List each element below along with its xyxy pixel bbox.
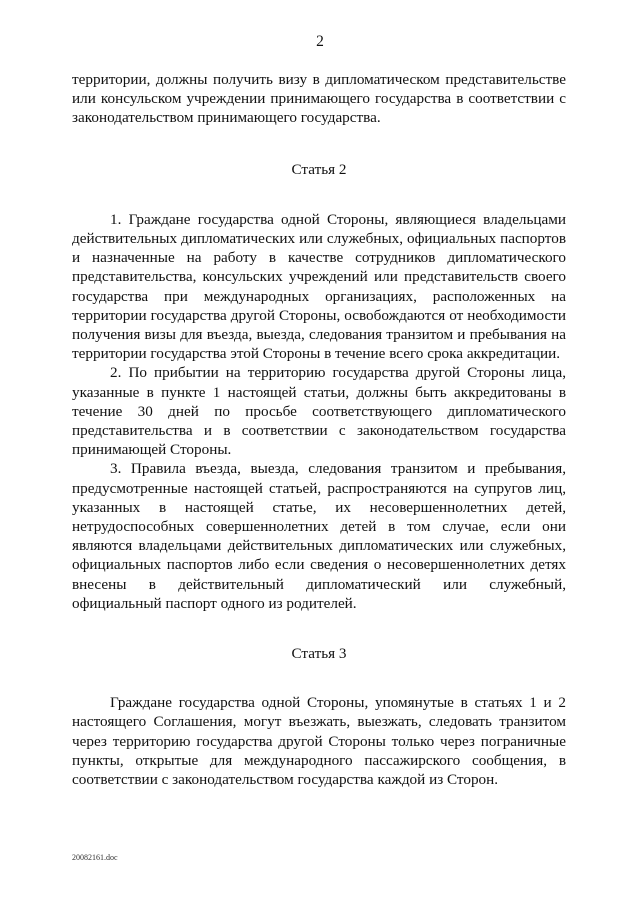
article-2-paragraph-3: 3. Правила въезда, выезда, следования транзитом и пребывания, предусмотренные настоящей статьей, распространяются на супругов лиц, указанных в настоящей статье, их несовершеннолетних детей, нетрудоспособных совершеннолетних детей в том случае, если они являются владельцами действительных дипломатических или служебных, официальных паспортов либо если сведения о несовершеннолетних детях внесены в действительный дипломатический или служебный, официальный паспорт одного из родителей. [72, 460, 566, 612]
article-3-heading: Статья 3 [291, 645, 347, 663]
article-2-paragraph-2: 2. По прибытии на территорию государства другой Стороны лица, указанные в пункте 1 настоящей статьи, должны быть аккредитованы в течение 30 дней по просьбе соответствующего дипломатического представительства и в соответствии с законодательством государства принимающей Стороны. [72, 364, 566, 459]
intro-paragraph: территории, должны получить визу в дипломатическом представительстве или консульском учреждении принимающего государства в соответствии с законодательством принимающего государства. [72, 71, 566, 127]
page-number: 2 [316, 33, 324, 50]
article-2-heading: Статья 2 [291, 160, 347, 178]
article-2-paragraph-1: 1. Граждане государства одной Стороны, являющиеся владельцами действительных дипломатических или служебных, официальных паспортов и назначенные на работу в качестве сотрудников дипломатического представительства, консульских учреждений или представительств своего государства при международных организациях, расположенных на территории государства другой Стороны, освобождаются от необходимости получения визы для въезда, выезда, следования транзитом и пребывания на территории государства этой Стороны в течение всего срока аккредитации. [72, 210, 566, 363]
document-file-code: 20082161.doc [72, 853, 118, 862]
article-3-paragraph-1: Граждане государства одной Стороны, упомянутые в статьях 1 и 2 настоящего Соглашения, могут въезжать, выезжать, следовать транзитом через территорию государства другой Стороны только через пограничные пункты, открытые для международного пассажирского сообщения, в соответствии с законодательством государства каждой из Сторон. [72, 694, 566, 789]
document-body [72, 70, 566, 789]
